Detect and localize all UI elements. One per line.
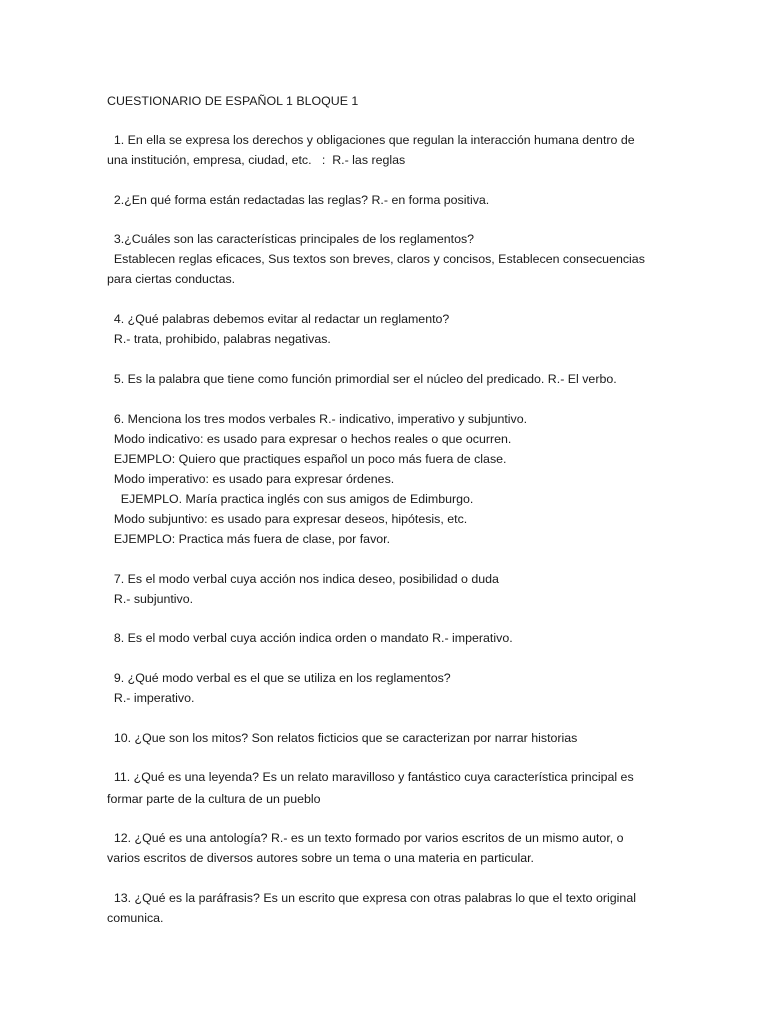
q1-line-2: una institución, empresa, ciudad, etc. : R.- las reglas — [107, 153, 406, 167]
q6-line-2: Modo indicativo: es usado para expresar o hechos reales o que ocurren. — [107, 432, 512, 446]
q3-line-2: Establecen reglas eficaces, Sus textos son breves, claros y concisos, Establecen consecuencias — [107, 252, 645, 266]
q6-line-7: EJEMPLO: Practica más fuera de clase, por favor. — [107, 532, 391, 546]
q12-line-1: 12. ¿Qué es una antología? R.- es un texto formado por varios escritos de un mismo autor, o — [107, 831, 624, 845]
q2-line-1: 2.¿En qué forma están redactadas las reglas? R.- en forma positiva. — [107, 193, 490, 207]
q3-line-1: 3.¿Cuáles son las características principales de los reglamentos? — [107, 232, 475, 246]
q13-line-2: comunica. — [107, 911, 164, 925]
q8-line-1: 8. Es el modo verbal cuya acción indica orden o mandato R.- imperativo. — [107, 631, 513, 645]
q6-line-3: EJEMPLO: Quiero que practiques español un poco más fuera de clase. — [107, 452, 507, 466]
q9-line-2: R.- imperativo. — [107, 691, 195, 705]
q11-line-2: formar parte de la cultura de un pueblo — [107, 792, 321, 806]
q12-line-2: varios escritos de diversos autores sobre un tema o una materia en particular. — [107, 851, 535, 865]
q4-line-1: 4. ¿Qué palabras debemos evitar al redactar un reglamento? — [107, 312, 450, 326]
q11-line-1: 11. ¿Qué es una leyenda? Es un relato maravilloso y fantástico cuya característica principal es — [107, 770, 634, 784]
q3-line-3: para ciertas conductas. — [107, 272, 236, 286]
q10-line-1: 10. ¿Que son los mitos? Son relatos ficticios que se caracterizan por narrar historias — [107, 731, 578, 745]
q5-line-1: 5. Es la palabra que tiene como función primordial ser el núcleo del predicado. R.- El verbo. — [107, 372, 617, 386]
q7-line-1: 7. Es el modo verbal cuya acción nos indica deseo, posibilidad o duda — [107, 572, 499, 586]
q6-line-6: Modo subjuntivo: es usado para expresar deseos, hipótesis, etc. — [107, 512, 468, 526]
q1-line-1: 1. En ella se expresa los derechos y obligaciones que regulan la interacción humana dentro de — [107, 133, 635, 147]
q13-line-1: 13. ¿Qué es la paráfrasis? Es un escrito que expresa con otras palabras lo que el texto original — [107, 891, 636, 905]
q6-line-5: EJEMPLO. María practica inglés con sus amigos de Edimburgo. — [107, 492, 474, 506]
q4-line-2: R.- trata, prohibido, palabras negativas. — [107, 332, 331, 346]
q6-line-1: 6. Menciona los tres modos verbales R.- indicativo, imperativo y subjuntivo. — [107, 412, 528, 426]
q7-line-2: R.- subjuntivo. — [107, 592, 194, 606]
document-title: CUESTIONARIO DE ESPAÑOL 1 BLOQUE 1 — [107, 94, 359, 108]
q6-line-4: Modo imperativo: es usado para expresar órdenes. — [107, 472, 395, 486]
q9-line-1: 9. ¿Qué modo verbal es el que se utiliza en los reglamentos? — [107, 671, 451, 685]
